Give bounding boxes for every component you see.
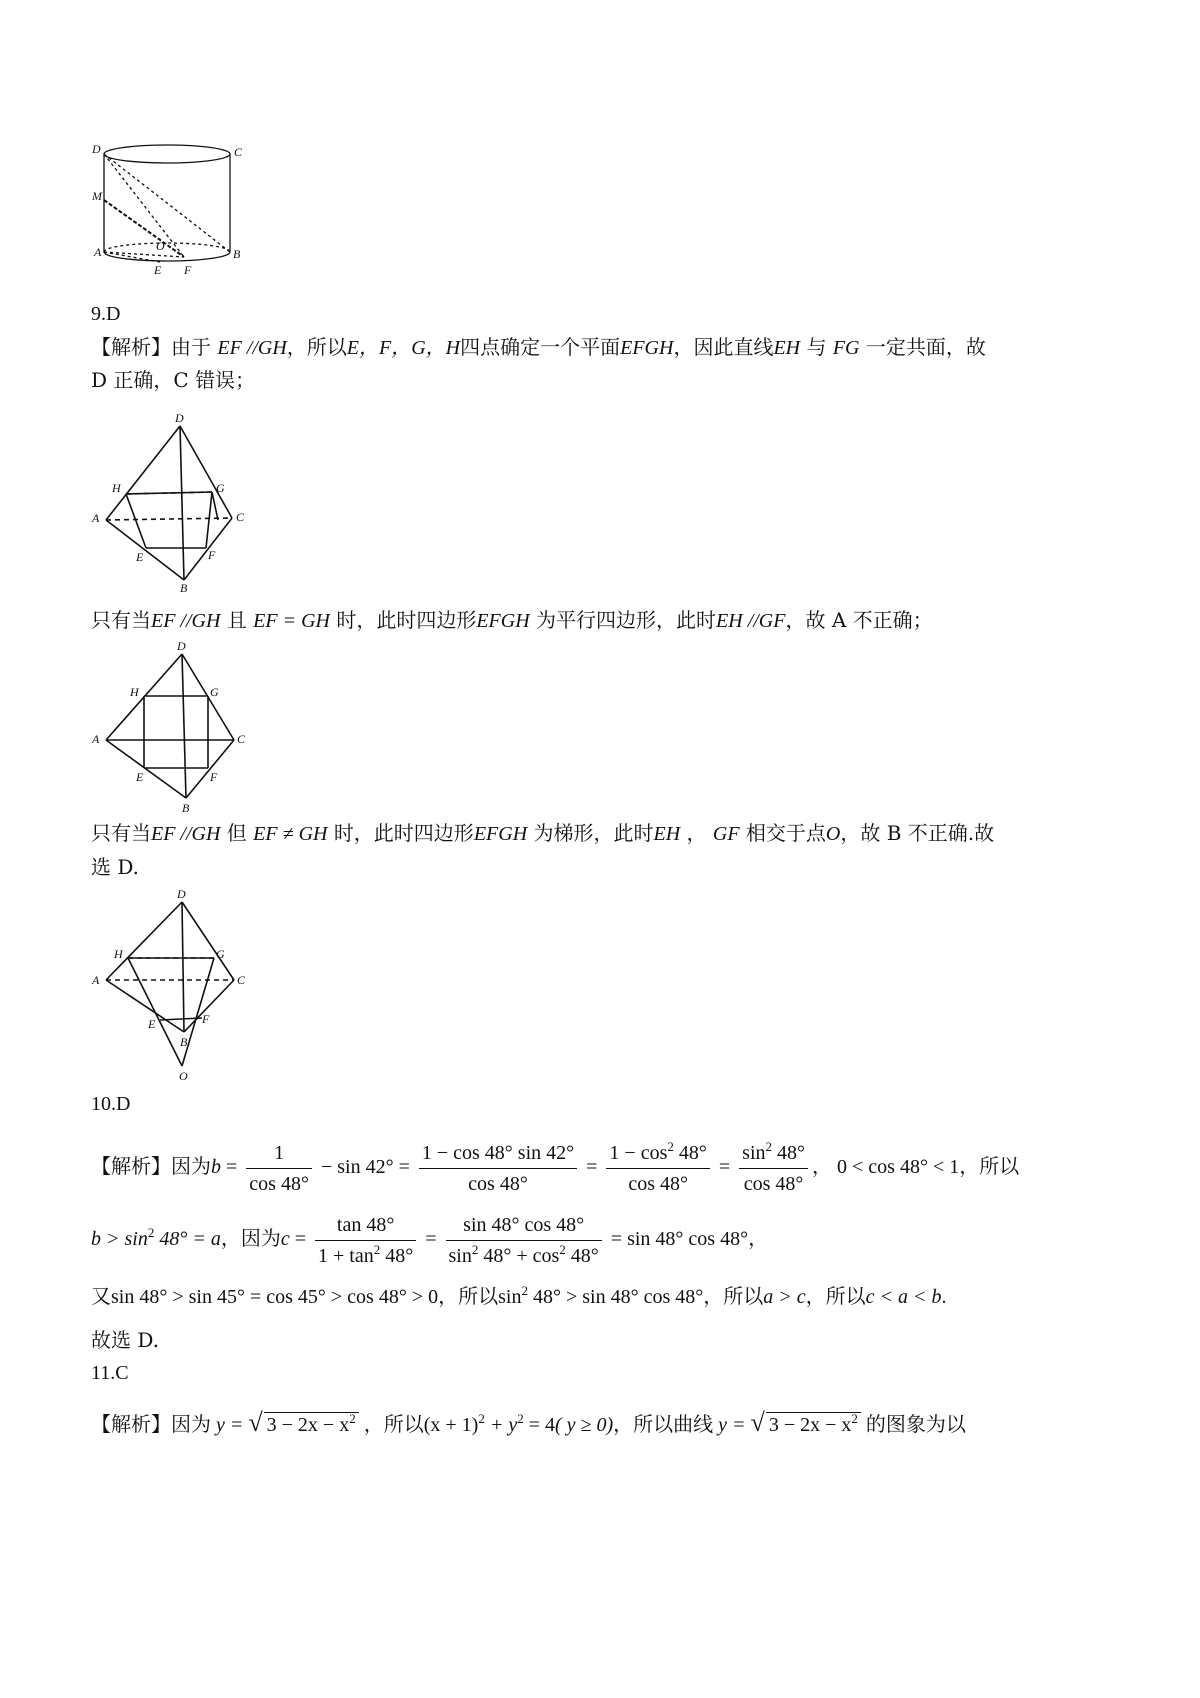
q10-line2: $b > \sin^2 48^\circ = a$，因为c = $\frac{\tan 48^\circ}{1 + \tan^2 48^\circ}$ = $\frac{\sin 48^\circ \cos 48^\circ}{\sin^2 48^\circ + \cos^2 48^\circ}$ = sin 48° cos 48°， bbox=[91, 1213, 769, 1267]
label-A: A bbox=[94, 245, 102, 259]
q9-line5: 选 D. bbox=[91, 855, 140, 879]
analysis-tag: 【解析】 bbox=[91, 335, 171, 359]
answer-11: 11.C bbox=[91, 1362, 129, 1384]
answer-9: 9.D bbox=[91, 303, 121, 325]
label-E: E bbox=[148, 1017, 156, 1031]
label-B: B bbox=[182, 801, 190, 815]
q9-line2: D 正确，C 错误； bbox=[91, 368, 256, 392]
label-E: E bbox=[136, 770, 144, 784]
label-A: A bbox=[92, 511, 100, 525]
label-D: D bbox=[177, 887, 186, 901]
label-O: O bbox=[179, 1069, 188, 1083]
q10-line1: 【解析】因为b = $\frac{1}{\cos 48^\circ}$ − sin 42° = $\frac{1 - \cos 48^\circ \sin 42^\circ}{\cos 48^\circ}$ = $\frac{1 - \cos^2 48^\circ}{\cos 48^\circ}$ = $\frac{\sin^2 48^\circ}{\cos 48^\circ}$ ， 0 < cos 48° < 1，所以 bbox=[91, 1138, 1020, 1195]
label-G: G bbox=[216, 947, 225, 961]
label-H: H bbox=[130, 685, 139, 699]
tetra-figure-2 bbox=[88, 636, 258, 816]
label-E: E bbox=[136, 550, 144, 564]
label-M: M bbox=[92, 189, 102, 203]
q10-line3: 又sin 48° > sin 45° = cos 45° > cos 48° > 0，所以$\sin^2 48^\circ > \sin 48^\circ$ cos 48°，所以a > c，所以c < a < b. bbox=[91, 1283, 947, 1308]
tetra-figure-3 bbox=[88, 884, 258, 1084]
label-C: C bbox=[237, 732, 246, 746]
label-H: H bbox=[114, 947, 123, 961]
label-G: G bbox=[210, 685, 219, 699]
label-F: F bbox=[202, 1012, 210, 1026]
label-O: O bbox=[156, 239, 165, 253]
label-E: E bbox=[154, 263, 162, 277]
label-C: C bbox=[236, 510, 245, 524]
label-C: C bbox=[234, 145, 242, 159]
tetra-figure-1 bbox=[88, 408, 258, 593]
label-A: A bbox=[92, 732, 100, 746]
label-F: F bbox=[184, 263, 192, 277]
label-D: D bbox=[175, 411, 184, 425]
label-B: B bbox=[180, 581, 188, 593]
label-C: C bbox=[237, 973, 246, 987]
q10-line4: 故选 D. bbox=[91, 1328, 160, 1352]
q9-line1: 【解析】由于 EF //GH，所以E，F，G，H四点确定一个平面EFGH，因此直线EH 与 FG 一定共面，故 bbox=[91, 335, 986, 359]
q9-line4: 只有当EF //GH 但 EF ≠ GH 时，此时四边形EFGH 为梯形，此时EH ， GF 相交于点O，故 B 不正确.故 bbox=[91, 821, 995, 845]
cylinder-figure bbox=[92, 140, 242, 280]
label-B: B bbox=[180, 1035, 188, 1049]
label-A: A bbox=[92, 973, 100, 987]
q11-line1: 【解析】因为 y = √ $3 - 2x - x^2$ ，所以$(x + 1)^2 + y^2 = 4$( y ≥ 0)，所以曲线 y = √ $3 - 2x - x^2$ 的图象为以 bbox=[91, 1408, 966, 1437]
label-H: H bbox=[112, 481, 121, 495]
answer-10: 10.D bbox=[91, 1093, 131, 1115]
label-G: G bbox=[216, 481, 225, 495]
label-F: F bbox=[210, 770, 218, 784]
label-B: B bbox=[233, 247, 241, 261]
label-D: D bbox=[92, 142, 101, 156]
q9-line3: 只有当EF //GH 且 EF = GH 时，此时四边形EFGH 为平行四边形，此时EH //GF，故 A 不正确； bbox=[91, 608, 933, 632]
label-D: D bbox=[177, 639, 186, 653]
label-F: F bbox=[208, 548, 216, 562]
